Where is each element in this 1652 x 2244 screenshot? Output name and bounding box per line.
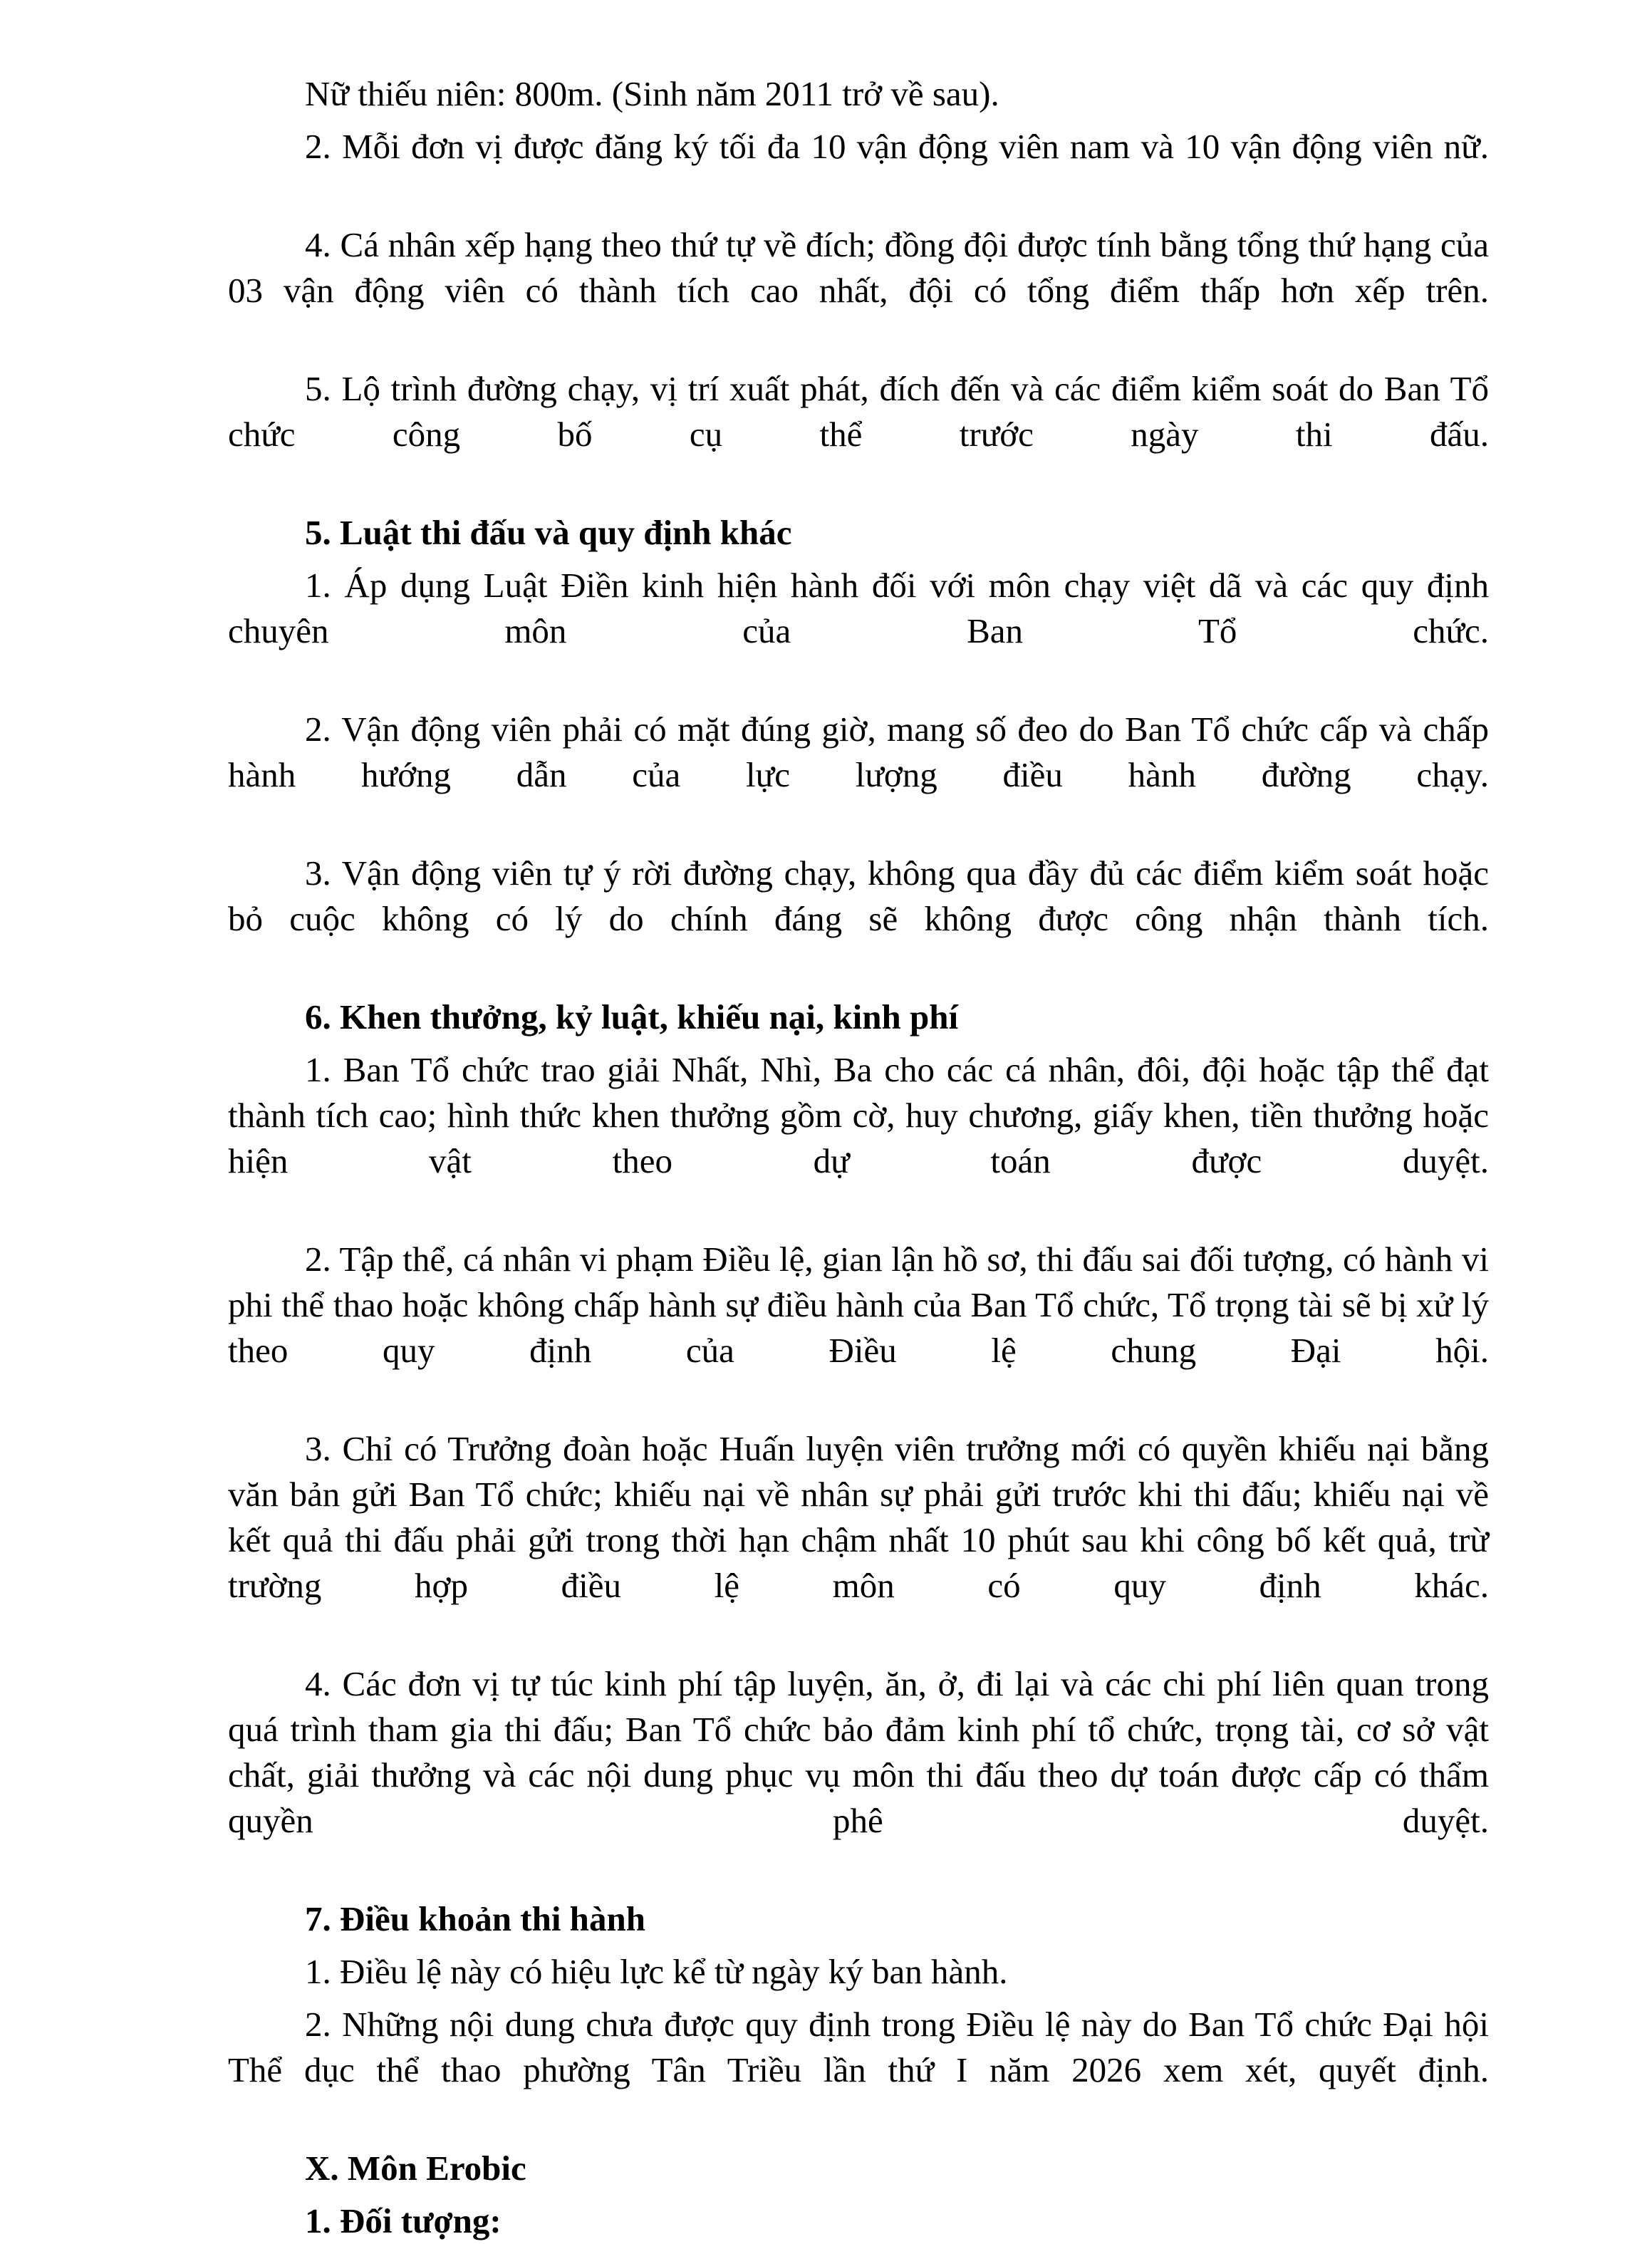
paragraph-luat-3: 3. Vận động viên tự ý rời đường chạy, không qua đầy đủ các điểm kiểm soát hoặc bỏ cuộc không có lý do chính đáng sẽ không được công nhận thành tích. (228, 853, 1489, 938)
document-body (228, 71, 1489, 2244)
heading-section-5: 5. Luật thi đấu và quy định khác (305, 513, 792, 552)
paragraph-luat-1: 1. Áp dụng Luật Điền kinh hiện hành đối với môn chạy việt dã và các quy định chuyên môn của Ban Tổ chức. (228, 566, 1489, 650)
paragraph-5-4: 4. Cá nhân xếp hạng theo thứ tự về đích; đồng đội được tính bằng tổng thứ hạng của 03 vận động viên có thành tích cao nhất, đội có tổng điểm thấp hơn xếp trên. (228, 225, 1489, 310)
paragraph-spacer (228, 700, 1489, 707)
paragraph-5-5: 5. Lộ trình đường chạy, vị trí xuất phát, đích đến và các điểm kiểm soát do Ban Tổ chức công bố cụ thể trước ngày thi đấu. (228, 369, 1489, 454)
paragraph-spacer (228, 1654, 1489, 1661)
paragraph-spacer (228, 117, 1489, 124)
paragraph-spacer (228, 987, 1489, 994)
paragraph-spacer (228, 1942, 1489, 1949)
paragraph-spacer (228, 1040, 1489, 1047)
heading-section-6: 6. Khen thưởng, kỷ luật, khiếu nại, kinh phí (305, 997, 959, 1037)
paragraph-spacer (228, 556, 1489, 563)
heading-section-x: X. Môn Erobic (305, 2149, 526, 2188)
paragraph-khen-3: 3. Chỉ có Trưởng đoàn hoặc Huấn luyện viên trưởng mới có quyền khiếu nại bằng văn bản gửi Ban Tổ chức; khiếu nại về nhân sự phải gửi trước khi thi đấu; khiếu nại về kết quả thi đấu phải gửi trong thời hạn chậm nhất 10 phút sau khi công bố kết quả, trừ trường hợp điều lệ môn có quy định khác. (228, 1429, 1489, 1605)
paragraph-khen-4: 4. Các đơn vị tự túc kinh phí tập luyện, ăn, ở, đi lại và các chi phí liên quan trong quá trình tham gia thi đấu; Ban Tổ chức bảo đảm kinh phí tổ chức, trọng tài, cơ sở vật chất, giải thưởng và các nội dung phục vụ môn thi đấu theo dự toán được cấp có thẩm quyền phê duyệt. (228, 1664, 1489, 1840)
paragraph-spacer (228, 1230, 1489, 1237)
paragraph-nu-thieu-nien: Nữ thiếu niên: 800m. (Sinh năm 2011 trở về sau). (305, 74, 999, 113)
heading-section-x-1: 1. Đối tượng: (305, 2201, 502, 2240)
paragraph-spacer (228, 1995, 1489, 2002)
paragraph-spacer (228, 843, 1489, 851)
paragraph-thihanh-1: 1. Điều lệ này có hiệu lực kể từ ngày ký ban hành. (305, 1952, 1008, 1991)
paragraph-spacer (228, 1419, 1489, 1426)
paragraph-khen-2: 2. Tập thể, cá nhân vi phạm Điều lệ, gian lận hồ sơ, thi đấu sai đối tượng, có hành vi phi thể thao hoặc không chấp hành sự điều hành của Ban Tổ chức, Tổ trọng tài sẽ bị xử lý theo quy định của Điều lệ chung Đại hội. (228, 1240, 1489, 1370)
paragraph-spacer (228, 359, 1489, 366)
paragraph-spacer (228, 215, 1489, 222)
paragraph-luat-2: 2. Vận động viên phải có mặt đúng giờ, mang số đeo do Ban Tổ chức cấp và chấp hành hướng dẫn của lực lượng điều hành đường chạy. (228, 710, 1489, 794)
paragraph-spacer (228, 2139, 1489, 2146)
paragraph-spacer (228, 1889, 1489, 1896)
paragraph-spacer (228, 2191, 1489, 2198)
paragraph-khen-1: 1. Ban Tổ chức trao giải Nhất, Nhì, Ba cho các cá nhân, đôi, đội hoặc tập thể đạt thành tích cao; hình thức khen thưởng gồm cờ, huy chương, giấy khen, tiền thưởng hoặc hiện vật theo dự toán được duyệt. (228, 1050, 1489, 1180)
paragraph-spacer (228, 503, 1489, 510)
heading-section-7: 7. Điều khoản thi hành (305, 1899, 645, 1938)
paragraph-thihanh-2: 2. Những nội dung chưa được quy định trong Điều lệ này do Ban Tổ chức Đại hội Thể dục thể thao phường Tân Triều lần thứ I năm 2026 xem xét, quyết định. (228, 2005, 1489, 2089)
paragraph-5-2: 2. Mỗi đơn vị được đăng ký tối đa 10 vận động viên nam và 10 vận động viên nữ. (305, 127, 1489, 166)
